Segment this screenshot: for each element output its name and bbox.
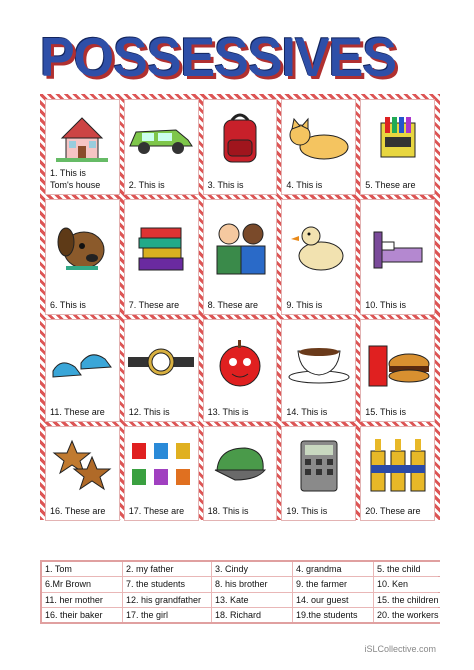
cell-caption: 14. This is: [286, 407, 328, 417]
watch-icon: [125, 324, 198, 399]
cell-caption: 9. This is: [286, 300, 323, 310]
grid-cell-5: [360, 99, 435, 195]
cell-caption: 12. This is: [128, 407, 170, 417]
cap-icon: [204, 431, 277, 498]
grid-cell-12: [124, 319, 199, 422]
worksheet-title: POSSESSIVES: [40, 27, 397, 89]
cell-caption: 17. These are: [128, 506, 185, 516]
key-item: 2. my father: [123, 562, 211, 576]
coffee-cup-icon: [282, 324, 355, 399]
bed-icon: [361, 204, 434, 292]
cat-icon: [282, 104, 355, 172]
house-icon: [46, 104, 119, 172]
grid-cell-13: [203, 319, 278, 422]
key-item: 15. the children: [374, 593, 446, 607]
cell-caption: 20. These are: [365, 506, 421, 516]
apple-icon: [204, 324, 277, 399]
fast-food-icon: [361, 324, 434, 399]
key-item: 7. the students: [123, 577, 211, 591]
grid-cell-10: [360, 199, 435, 315]
key-item: 17. the girl: [123, 608, 211, 622]
cell-caption: 15. This is: [365, 407, 407, 417]
key-item: 10. Ken: [374, 577, 446, 591]
key-item: 1. Tom: [42, 562, 122, 576]
shoes-icon: [46, 324, 119, 399]
grid-cell-6: [45, 199, 120, 315]
cell-caption: 7. These are: [128, 300, 180, 310]
grid-cell-4: [281, 99, 356, 195]
cell-caption: 11. These are: [50, 407, 105, 417]
books-icon: [125, 204, 198, 292]
key-item: 20. the workers: [374, 608, 446, 622]
grid-cell-9: [281, 199, 356, 315]
grid-cell-7: [124, 199, 199, 315]
key-item: 11. her mother: [42, 593, 122, 607]
key-item: 5. the child: [374, 562, 446, 576]
key-item: 19.the students: [293, 608, 373, 622]
crayons-icon: [361, 104, 434, 172]
grid-cell-17: [124, 426, 199, 521]
grid-cell-19: [281, 426, 356, 521]
key-item: 16. their baker: [42, 608, 122, 622]
key-item: 9. the farmer: [293, 577, 373, 591]
grid-cell-1: [45, 99, 120, 195]
cell-caption: 19. This is: [286, 506, 328, 516]
cell-caption: 18. This is: [207, 506, 249, 516]
grid-cell-15: [360, 319, 435, 422]
cell-caption: 10. This is: [365, 300, 407, 310]
grid-cell-20: [360, 426, 435, 521]
grid-cell-3: [203, 99, 278, 195]
cell-caption: 1. This is Tom's house: [50, 168, 101, 190]
bottles-icon: [361, 431, 434, 498]
watermark: iSLCollective.com: [364, 644, 436, 654]
key-item: 14. our guest: [293, 593, 373, 607]
grid-cell-16: [45, 426, 120, 521]
backpack-icon: [204, 104, 277, 172]
key-item: 18. Richard: [212, 608, 292, 622]
key-item: 4. grandma: [293, 562, 373, 576]
cell-caption: 6. This is: [50, 300, 86, 310]
cell-caption: 5. These are: [365, 180, 416, 190]
answer-key-table: [40, 560, 440, 624]
picture-grid: [40, 94, 440, 520]
key-item: 6.Mr Brown: [42, 577, 122, 591]
cell-caption: 13. This is: [207, 407, 249, 417]
key-item: 8. his brother: [212, 577, 292, 591]
key-item: 12. his grandfather: [123, 593, 211, 607]
grid-cell-11: [45, 319, 120, 422]
cell-caption: 4. This is: [286, 180, 323, 190]
cell-caption: 2. This is: [128, 180, 165, 190]
car-icon: [125, 104, 198, 172]
calculator-icon: [282, 431, 355, 498]
grid-cell-18: [203, 426, 278, 521]
cell-caption: 8. These are: [207, 300, 258, 310]
dog-icon: [46, 204, 119, 292]
cell-caption: 3. This is: [207, 180, 244, 190]
boys-icon: [204, 204, 277, 292]
cookies-icon: [46, 431, 119, 498]
grid-cell-8: [203, 199, 278, 315]
duck-icon: [282, 204, 355, 292]
cell-caption: 16. These are: [50, 506, 106, 516]
key-item: 13. Kate: [212, 593, 292, 607]
key-item: 3. Cindy: [212, 562, 292, 576]
clothes-icon: [125, 431, 198, 498]
grid-cell-2: [124, 99, 199, 195]
grid-cell-14: [281, 319, 356, 422]
